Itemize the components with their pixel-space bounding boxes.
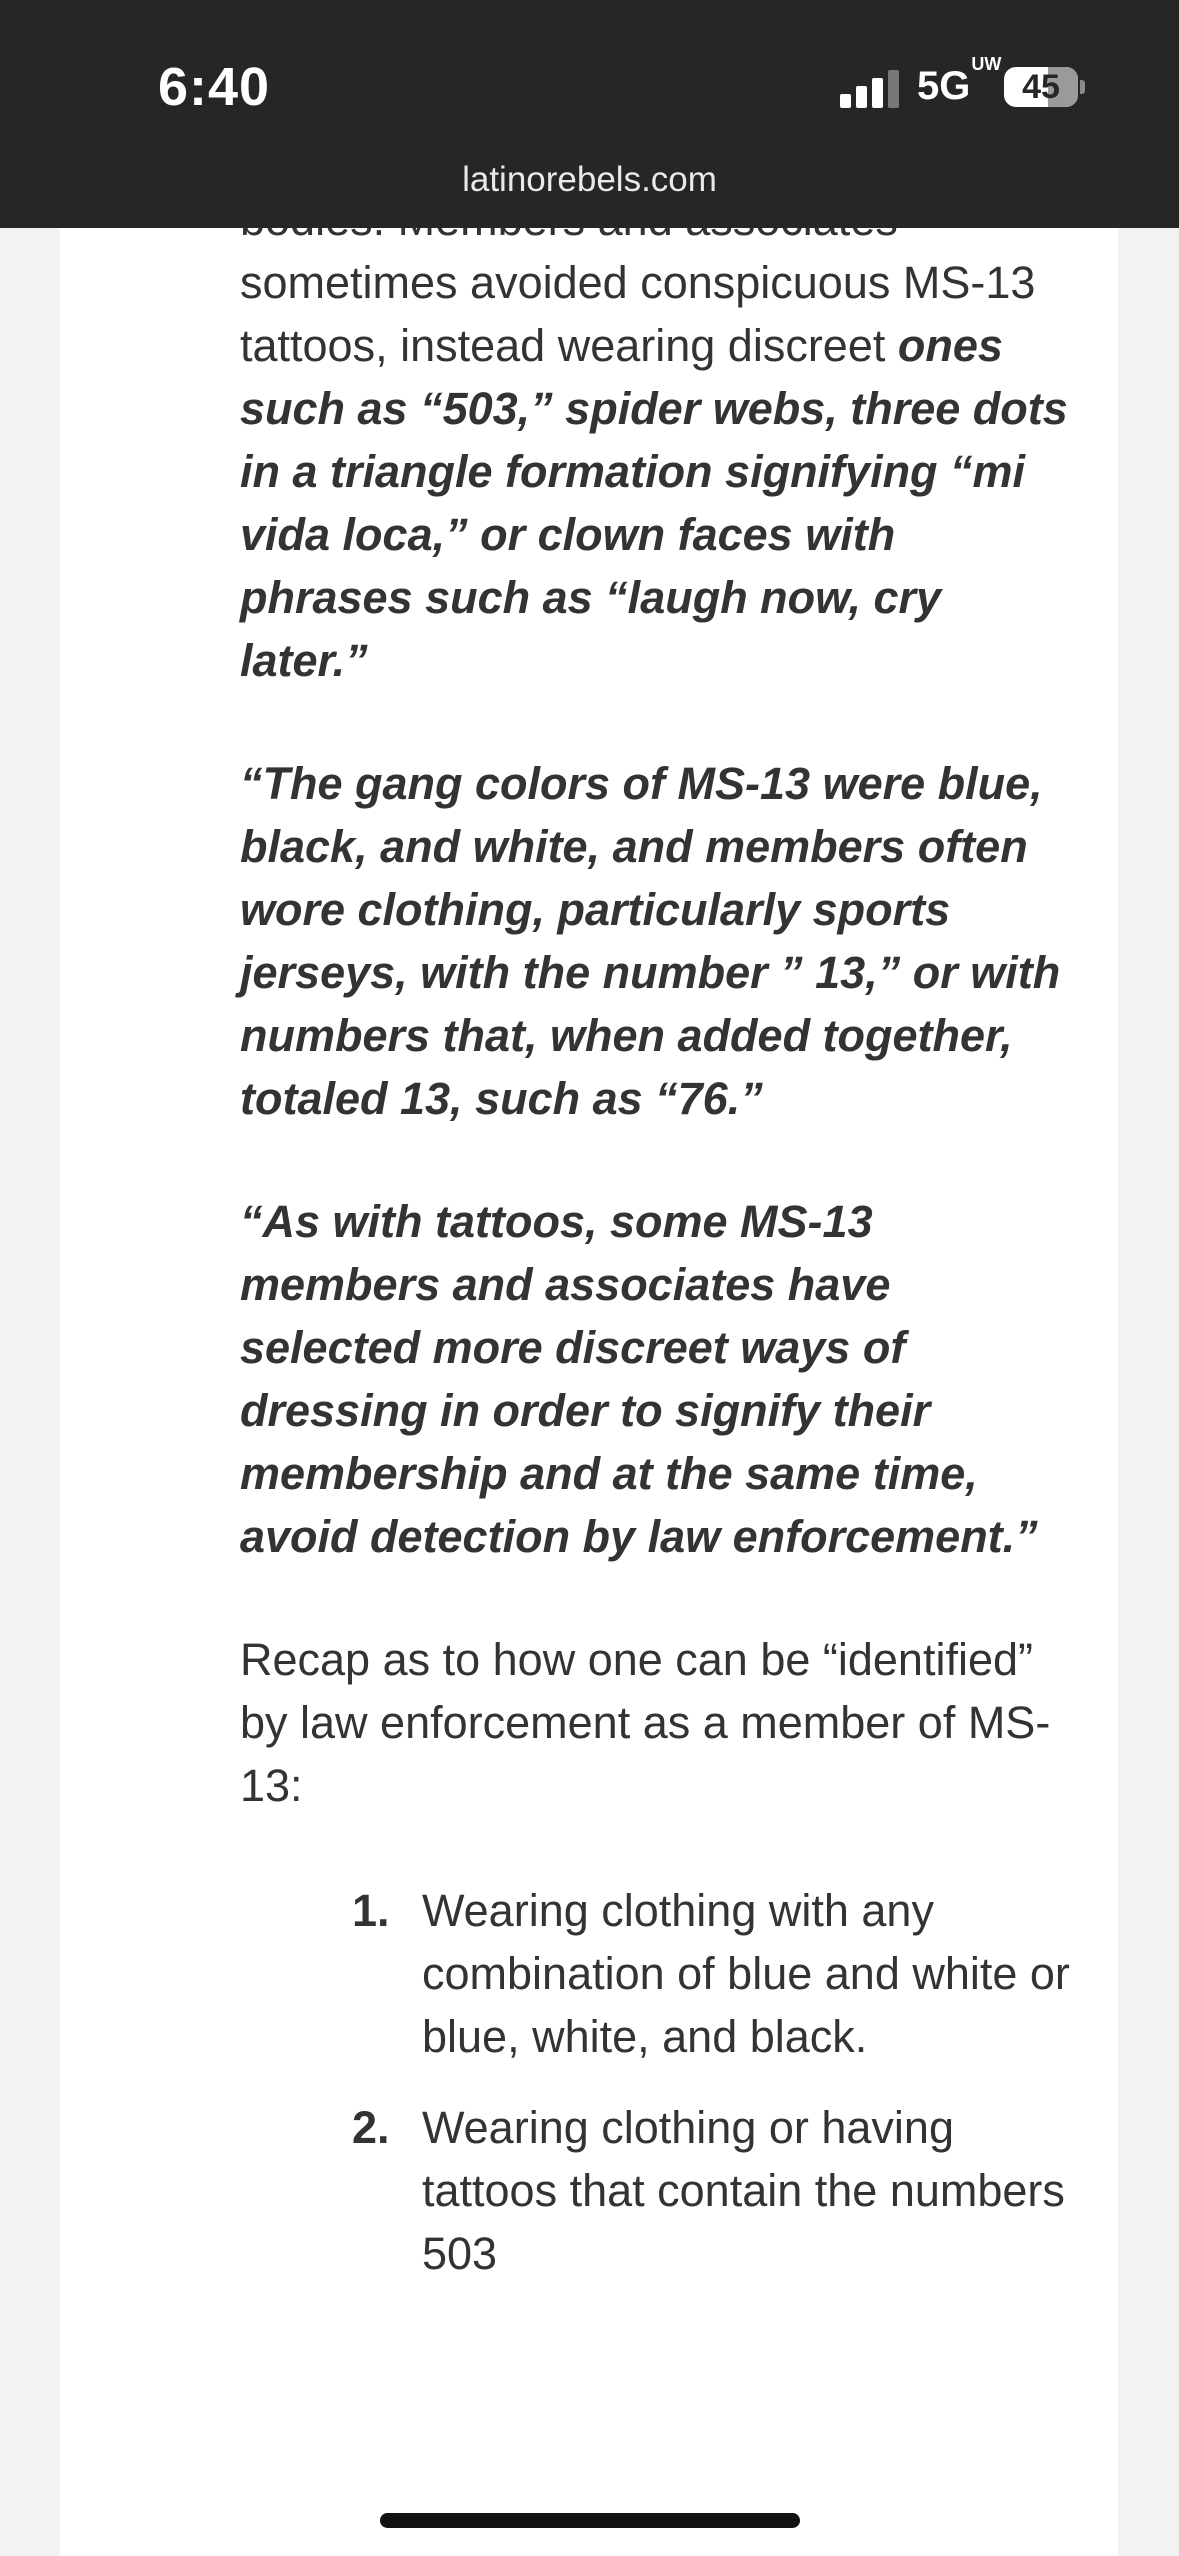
list-item [240,1879,1080,2068]
address-bar-url[interactable]: latinorebels.com [462,160,717,199]
list-number: 1. [352,1885,390,1936]
battery-tip-icon [1080,80,1085,94]
list-item [240,2096,1080,2285]
list-number: 2. [352,2102,390,2153]
article-body [240,188,1080,2313]
paragraph-plain-text: sometimes avoided conspicuous MS-13 tattoos, instead wearing discreet [240,257,1036,371]
battery-level: 45 [1022,68,1060,106]
status-time: 6:40 [158,57,271,117]
quote-discreet-dressing: “As with tattoos, some MS-13 members and associates have selected more discreet ways of dressing in order to signify their membership and at the same time, avoid detection by law enforcement.” [240,1196,1038,1562]
status-and-address-bar [0,0,1179,228]
identification-list [240,1879,1080,2285]
paragraph-tattoos [240,188,1080,692]
recap-paragraph: Recap as to how one can be “identified” by law enforcement as a member of MS-13: [240,1634,1051,1811]
list-item-text: Wearing clothing with any combination of blue and white or blue, white, and black. [422,1885,1070,2062]
paragraph-emphasis-text: ones such as “503,” spider webs, three dots in a triangle formation signifying “mi vida loca,” or clown faces with phrases such as “laugh now, cry later.” [240,320,1068,686]
cellular-signal-icon [840,70,900,108]
list-item-text: Wearing clothing or having tattoos that contain the numbers 503 [422,2102,1065,2279]
network-type-indicator: $5G^{UW}$ [917,54,1002,108]
battery-icon [1004,67,1078,107]
quote-gang-colors: “The gang colors of MS-13 were blue, black, and white, and members often wore clothing, particularly sports jerseys, with the number ” 13,” or with numbers that, when added together, totaled 13, such as “76.” [240,758,1061,1124]
home-indicator[interactable] [380,2513,800,2528]
